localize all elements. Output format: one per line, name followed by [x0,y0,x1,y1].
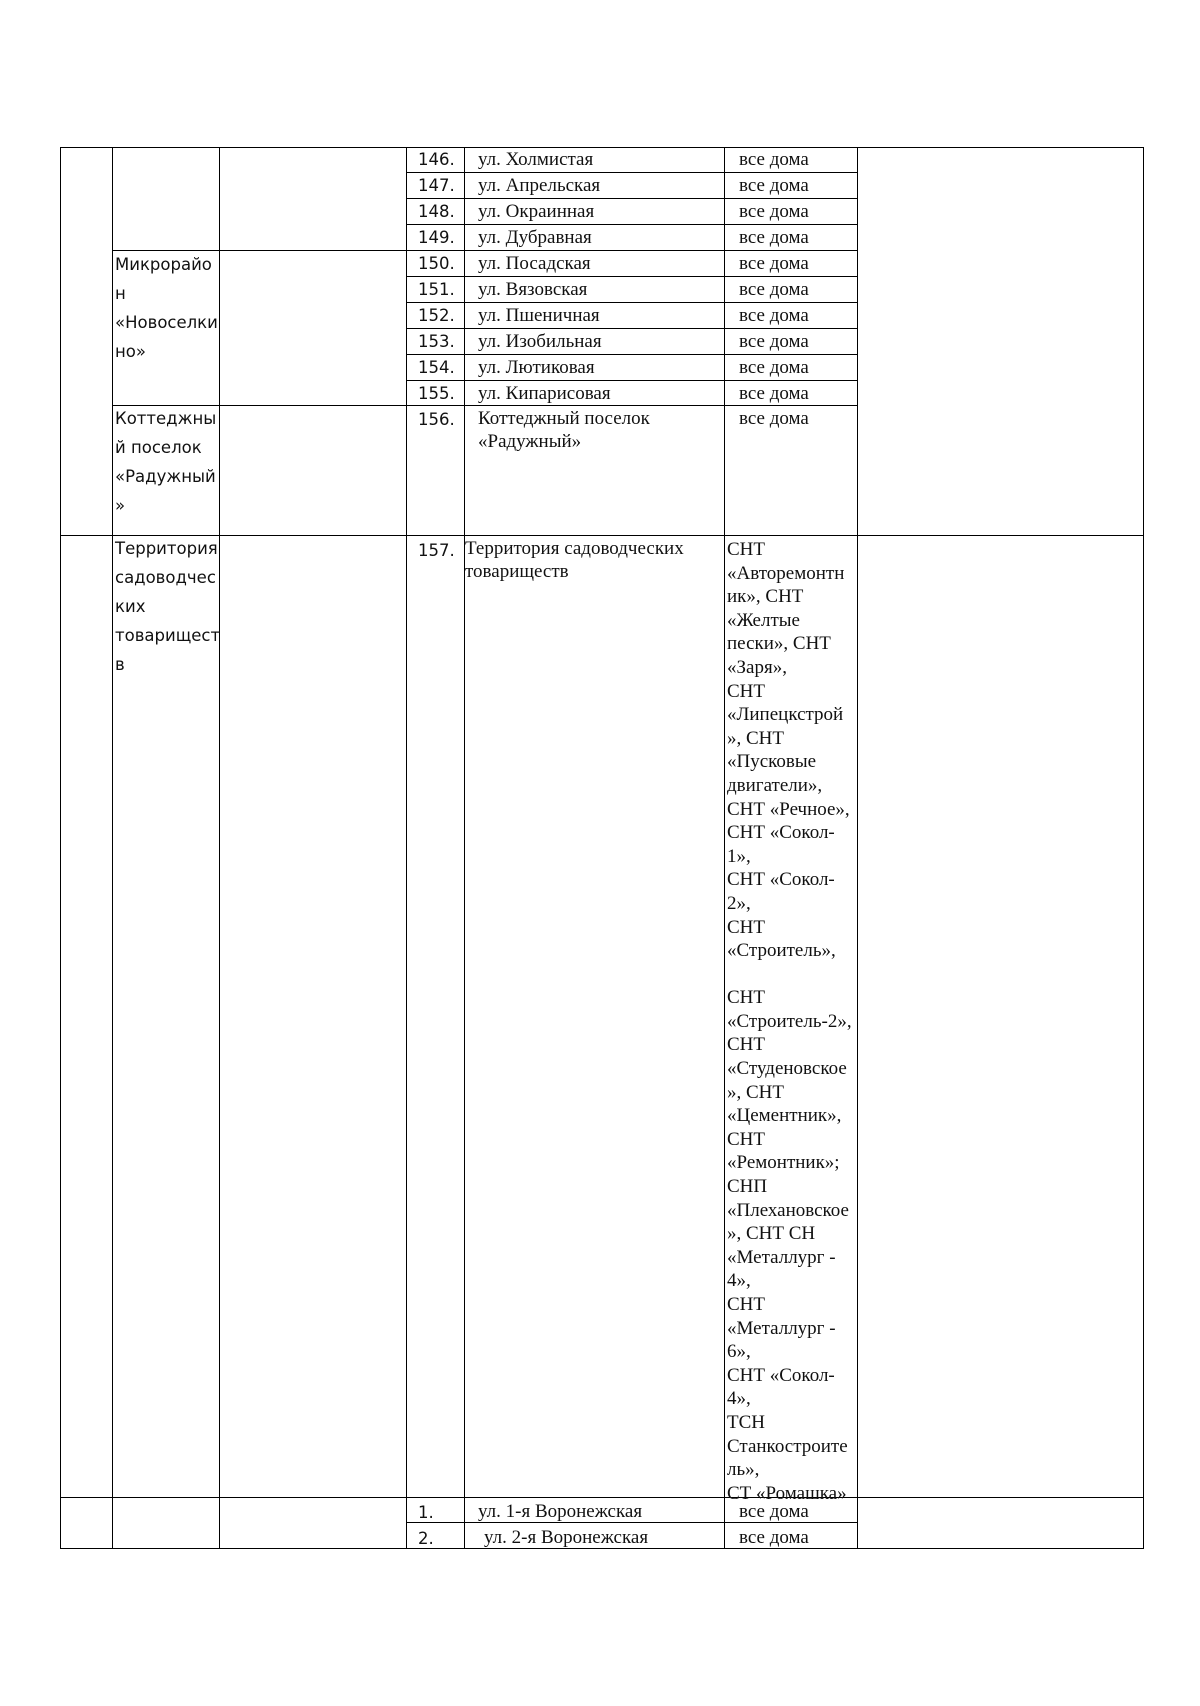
district-label-line: н [115,284,126,303]
snt-line: «Желтые [727,609,800,631]
snt-line: СНТ [727,987,765,1009]
street-name: ул. Пшеничная [478,305,600,326]
houses-value: все дома [739,383,809,404]
row-number: 1. [418,1503,434,1522]
snt-line: «Металлург - [727,1317,836,1339]
row-separator [406,354,858,355]
column-divider [406,147,407,1549]
houses-value: все дома [739,1527,809,1548]
snt-line: пески», СНТ [727,633,831,655]
snt-line: ик», СНТ [727,586,804,608]
snt-line: СНТ [727,916,765,938]
snt-line: «Ремонтник»; [727,1152,840,1174]
street-name: ул. Изобильная [478,331,602,352]
snt-line: СНТ [727,539,765,560]
table-border-left [60,147,61,1549]
street-name: ул. Кипарисовая [478,383,611,404]
houses-value: все дома [739,175,809,196]
column-divider [219,147,220,1549]
snt-line: СНТ [727,1294,765,1315]
street-name: ул. Апрельская [478,175,601,196]
district-label-line: «Новоселки [115,313,218,332]
street-name: ул. Вязовская [478,279,588,300]
street-name: ул. 1-я Воронежская [478,1501,643,1522]
snt-line: 1», [727,845,751,867]
street-name: ул. Дубравная [478,227,592,248]
snt-line: «Металлург - [727,1246,836,1268]
snt-line: 2», [727,892,751,914]
snt-line: СНП [727,1176,768,1198]
row-number: 149. [418,228,455,247]
snt-line: ль», [727,1459,760,1481]
row-number: 147. [418,176,455,195]
snt-line: », СНТ [727,727,784,749]
houses-value: все дома [739,201,809,222]
street-name: ул. Холмистая [478,149,594,170]
houses-value: все дома [739,227,809,248]
row-separator [112,405,858,406]
district-label-line: в [115,655,125,674]
row-separator [406,380,858,381]
row-separator [112,250,858,251]
houses-value: все дома [739,1501,809,1522]
district-label-line: «Радужный [115,467,216,486]
snt-line: СНТ [727,1034,765,1056]
snt-line: СНТ «Сокол- [727,822,835,844]
column-divider [724,147,725,1549]
district-label-line: Микрорайо [115,255,212,274]
street-name: ул. Посадская [478,253,591,274]
street-name: «Радужный» [478,431,582,452]
snt-line: двигатели», [727,774,823,796]
district-label-line: но» [115,342,146,361]
row-number: 146. [418,150,455,169]
row-number: 150. [418,254,455,273]
row-separator [406,198,858,199]
houses-value: все дома [739,305,809,326]
houses-value: все дома [739,149,809,170]
row-separator [406,224,858,225]
district-novoselkino [115,250,218,366]
snt-line: «Плехановское [727,1199,849,1221]
row-number: 155. [418,384,455,403]
snt-list [727,538,852,1505]
houses-value: все дома [739,253,809,274]
snt-line: «Авторемонтн [727,562,845,584]
table-border-top [60,147,1144,148]
section-separator [60,535,1144,536]
snt-line: «Пусковые [727,751,817,773]
street-name: ул. 2-я Воронежская [484,1527,649,1548]
snt-line: «Заря», [727,656,787,678]
snt-line: 6», [727,1341,751,1363]
snt-line: СНТ [727,1128,765,1150]
row-number: 151. [418,280,455,299]
snt-line [727,963,852,987]
street-name: товариществ [465,561,569,582]
snt-line: «Строитель-2», [727,1010,852,1032]
district-label-line: » [115,496,126,515]
snt-line: «Цементник», [727,1105,842,1127]
snt-line: СНТ «Сокол- [727,869,835,891]
houses-value: все дома [739,331,809,352]
district-raduzhny [115,404,216,520]
row-number: 148. [418,202,455,221]
street-name: Территория садоводческих [465,538,684,559]
snt-line: 4», [727,1270,751,1292]
row-number: 154. [418,358,455,377]
snt-line: », СНТ [727,1081,784,1103]
snt-line: Станкостроите [727,1435,848,1457]
column-divider [112,147,113,1549]
district-label-line: й поселок [115,438,202,457]
snt-line: ТСН [727,1411,765,1433]
table-border-right [1143,147,1144,1549]
snt-line: «Строитель», [727,940,836,962]
snt-line: СНТ «Речное», [727,798,850,820]
district-label-line: Территория [115,539,218,558]
snt-line: СНТ [727,680,765,702]
row-number: 153. [418,332,455,351]
row-separator [406,172,858,173]
houses-value: все дома [739,279,809,300]
snt-line: СНТ «Сокол- [727,1364,835,1386]
row-number: 157. [418,541,455,560]
snt-line: 4», [727,1388,751,1410]
street-name: Коттеджный поселок [478,408,650,429]
houses-value: все дома [739,408,809,429]
district-label-line: ких [115,597,146,616]
street-name: ул. Лютиковая [478,357,595,378]
district-label-line: садоводчес [115,568,216,587]
column-divider [857,147,858,1549]
row-separator [406,302,858,303]
district-snt [115,534,220,679]
row-number: 2. [418,1529,434,1548]
street-name: ул. Окраинная [478,201,595,222]
snt-line: «Студеновское [727,1058,847,1080]
row-number: 156. [418,410,455,429]
snt-line: «Липецкстрой [727,704,844,726]
district-label-line: Коттеджны [115,409,217,428]
row-number: 152. [418,306,455,325]
snt-line: СТ «Ромашка» [727,1482,847,1504]
column-divider [464,147,465,1549]
houses-value: все дома [739,357,809,378]
section-separator [60,1497,1144,1498]
snt-line: », СНТ СН [727,1223,816,1245]
row-separator [406,276,858,277]
row-separator [406,328,858,329]
district-label-line: товарищест [115,626,221,645]
